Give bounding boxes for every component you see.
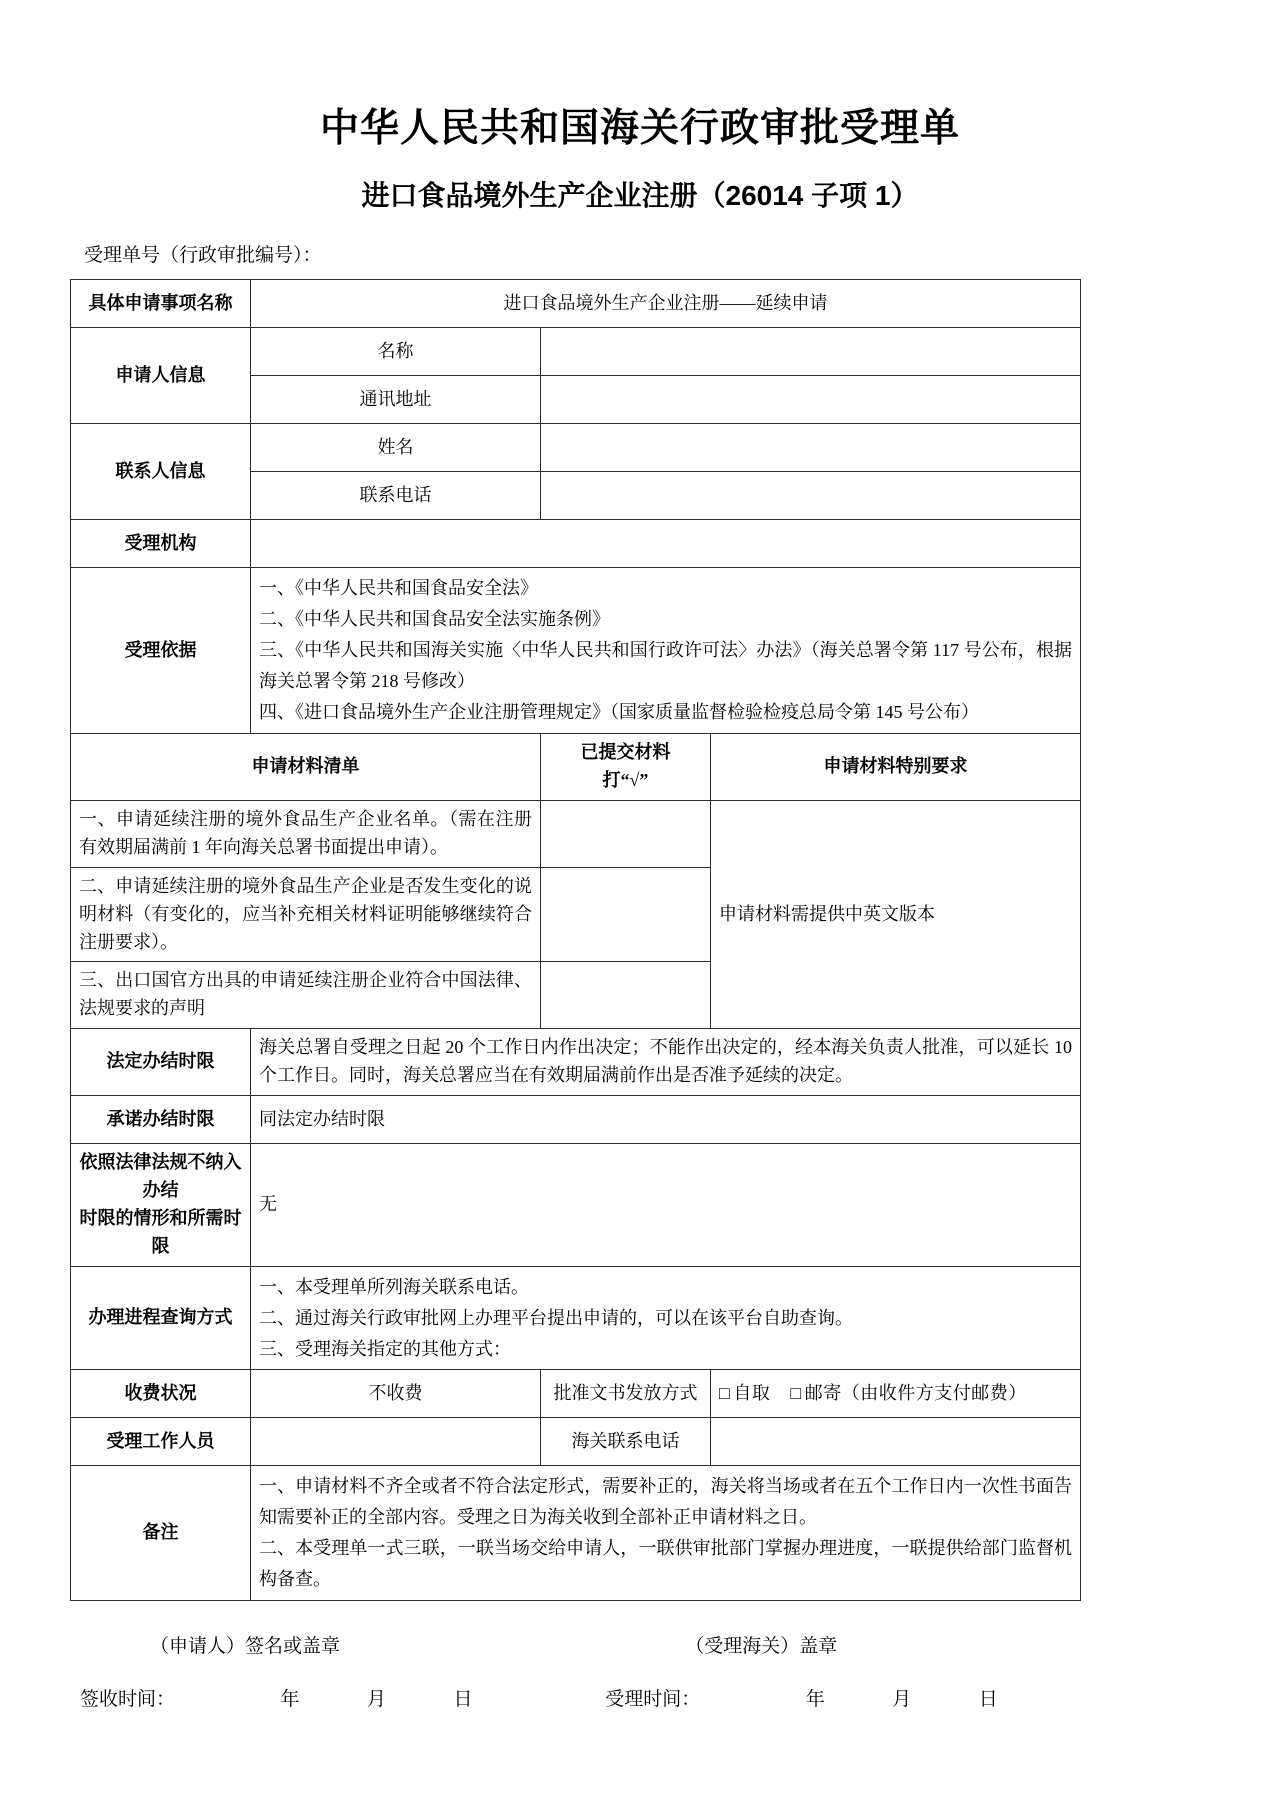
delivery-option-self-label: 自取 bbox=[733, 1383, 771, 1404]
item-name-value[interactable]: 进口食品境外生产企业注册——延续申请 bbox=[251, 280, 1081, 328]
applicant-name-field[interactable] bbox=[541, 328, 1081, 376]
receipt-day-label: 日 bbox=[453, 1689, 473, 1711]
excluded-time-limit-value: 无 bbox=[251, 1144, 1081, 1267]
material-item-2: 二、申请延续注册的境外食品生产企业是否发生变化的说明材料（有变化的，应当补充相关材料证明能够继续符合注册要求）。 bbox=[71, 867, 541, 962]
contact-name-label: 姓名 bbox=[251, 424, 541, 472]
legal-time-limit-label: 法定办结时限 bbox=[71, 1029, 251, 1096]
applicant-signature-label: （申请人）签名或盖章 bbox=[150, 1636, 341, 1658]
promised-time-limit-value: 同法定办结时限 bbox=[251, 1096, 1081, 1144]
material-special-requirement: 申请材料需提供中英文版本 bbox=[711, 801, 1081, 1029]
staff-label: 受理工作人员 bbox=[71, 1418, 251, 1466]
material-item-3: 三、出口国官方出具的申请延续注册企业符合中国法律、法规要求的声明 bbox=[71, 962, 541, 1029]
delivery-method-label: 批准文书发放方式 bbox=[541, 1370, 711, 1418]
legal-basis-item-4: 四、《进口食品境外生产企业注册管理规定》（国家质量监督检验检疫总局令第 145 号公布） bbox=[259, 702, 979, 723]
legal-basis-cell bbox=[251, 568, 1081, 734]
table-row bbox=[71, 1266, 1081, 1370]
accept-month-label: 月 bbox=[892, 1689, 912, 1711]
table-row bbox=[71, 1466, 1081, 1601]
accept-time-label: 受理时间： bbox=[605, 1689, 701, 1711]
materials-submitted-header-line1: 已提交材料 bbox=[580, 742, 671, 763]
contact-phone-field[interactable] bbox=[541, 472, 1081, 520]
table-row bbox=[71, 520, 1081, 568]
receipt-date-group bbox=[70, 1684, 595, 1711]
table-row bbox=[71, 734, 1081, 801]
accept-number-label: 受理单号（行政审批编号）： bbox=[84, 244, 322, 266]
table-row bbox=[71, 1029, 1081, 1096]
materials-submitted-header bbox=[541, 734, 711, 801]
staff-field[interactable] bbox=[251, 1418, 541, 1466]
table-row bbox=[71, 1418, 1081, 1466]
excluded-time-limit-label-line1: 依照法律法规不纳入办结 bbox=[79, 1152, 242, 1200]
delivery-method-options bbox=[711, 1370, 1081, 1418]
customs-seal-label: （受理海关）盖章 bbox=[685, 1636, 838, 1658]
promised-time-limit-label: 承诺办结时限 bbox=[71, 1096, 251, 1144]
approval-form-table bbox=[70, 279, 1081, 1601]
legal-basis-item-2: 二、《中华人民共和国食品安全法实施条例》 bbox=[259, 609, 610, 630]
legal-basis-item-1: 一、《中华人民共和国食品安全法》 bbox=[259, 578, 538, 599]
contact-info-label: 联系人信息 bbox=[71, 424, 251, 520]
table-row bbox=[71, 568, 1081, 734]
contact-phone-label: 联系电话 bbox=[251, 472, 541, 520]
accept-date-group bbox=[595, 1684, 1080, 1711]
table-row bbox=[71, 801, 1081, 868]
accept-year-label: 年 bbox=[805, 1689, 825, 1711]
remarks-item-2: 二、本受理单一式三联，一联当场交给申请人，一联供审批部门掌握办理进度，一联提供给部门监督机构备查。 bbox=[259, 1538, 1073, 1590]
fee-status-value: 不收费 bbox=[251, 1370, 541, 1418]
remarks-item-1: 一、申请材料不齐全或者不符合法定形式，需要补正的，海关将当场或者在五个工作日内一次性书面告知需要补正的全部内容。受理之日为海关收到全部补正申请材料之日。 bbox=[259, 1476, 1073, 1528]
receipt-year-label: 年 bbox=[280, 1689, 300, 1711]
page-title: 中华人民共和国海关行政审批受理单 bbox=[319, 107, 960, 150]
contact-name-field[interactable] bbox=[541, 424, 1081, 472]
applicant-name-label: 名称 bbox=[251, 328, 541, 376]
legal-time-limit-value: 海关总署自受理之日起 20 个工作日内作出决定；不能作出决定的，经本海关负责人批准，可以延长 10 个工作日。同时，海关总署应当在有效期届满前作出是否准予延续的决定。 bbox=[251, 1029, 1081, 1096]
delivery-option-mail-label: 邮寄（由收件方支付邮费） bbox=[804, 1383, 1027, 1404]
agency-label: 受理机构 bbox=[71, 520, 251, 568]
materials-list-header: 申请材料清单 bbox=[71, 734, 541, 801]
receipt-time-label: 签收时间： bbox=[80, 1689, 176, 1711]
date-row bbox=[70, 1684, 1080, 1711]
checkbox-self-pickup-icon[interactable]: □ bbox=[719, 1383, 731, 1404]
applicant-address-field[interactable] bbox=[541, 376, 1081, 424]
applicant-info-label: 申请人信息 bbox=[71, 328, 251, 424]
accept-day-label: 日 bbox=[978, 1689, 998, 1711]
legal-basis-item-3: 三、《中华人民共和国海关实施〈中华人民共和国行政许可法〉办法》（海关总署令第 117 号公布，根据海关总署令第 218 号修改） bbox=[259, 640, 1073, 692]
item-name-label: 具体申请事项名称 bbox=[71, 280, 251, 328]
applicant-address-label: 通讯地址 bbox=[251, 376, 541, 424]
legal-basis-label: 受理依据 bbox=[71, 568, 251, 734]
receipt-month-label: 月 bbox=[367, 1689, 387, 1711]
excluded-time-limit-label-line2: 时限的情形和所需时限 bbox=[79, 1207, 242, 1256]
fee-status-label: 收费状况 bbox=[71, 1370, 251, 1418]
table-row bbox=[71, 280, 1081, 328]
material-checkbox-2[interactable] bbox=[541, 867, 711, 962]
material-checkbox-3[interactable] bbox=[541, 962, 711, 1029]
progress-query-item-2: 二、通过海关行政审批网上办理平台提出申请的，可以在该平台自助查询。 bbox=[259, 1307, 853, 1328]
table-row bbox=[71, 1370, 1081, 1418]
customs-phone-label: 海关联系电话 bbox=[541, 1418, 711, 1466]
excluded-time-limit-label bbox=[71, 1144, 251, 1267]
page-subtitle: 进口食品境外生产企业注册（26014 子项 1） bbox=[361, 179, 919, 211]
customs-phone-field[interactable] bbox=[711, 1418, 1081, 1466]
material-checkbox-1[interactable] bbox=[541, 801, 711, 868]
table-row bbox=[71, 1144, 1081, 1267]
table-row bbox=[71, 328, 1081, 376]
material-item-1: 一、申请延续注册的境外食品生产企业名单。（需在注册有效期届满前 1 年向海关总署书面提出申请）。 bbox=[71, 801, 541, 868]
progress-query-label: 办理进程查询方式 bbox=[71, 1266, 251, 1370]
table-row bbox=[71, 1096, 1081, 1144]
remarks-label: 备注 bbox=[71, 1466, 251, 1601]
materials-submitted-header-line2: 打“√” bbox=[602, 770, 649, 791]
signature-row bbox=[70, 1631, 1080, 1658]
progress-query-cell bbox=[251, 1266, 1081, 1370]
progress-query-item-1: 一、本受理单所列海关联系电话。 bbox=[259, 1276, 529, 1297]
agency-field[interactable] bbox=[251, 520, 1081, 568]
materials-special-header: 申请材料特别要求 bbox=[711, 734, 1081, 801]
table-row bbox=[71, 424, 1081, 472]
checkbox-mail-icon[interactable]: □ bbox=[790, 1383, 802, 1404]
remarks-cell bbox=[251, 1466, 1081, 1601]
progress-query-item-3: 三、受理海关指定的其他方式： bbox=[259, 1338, 511, 1359]
